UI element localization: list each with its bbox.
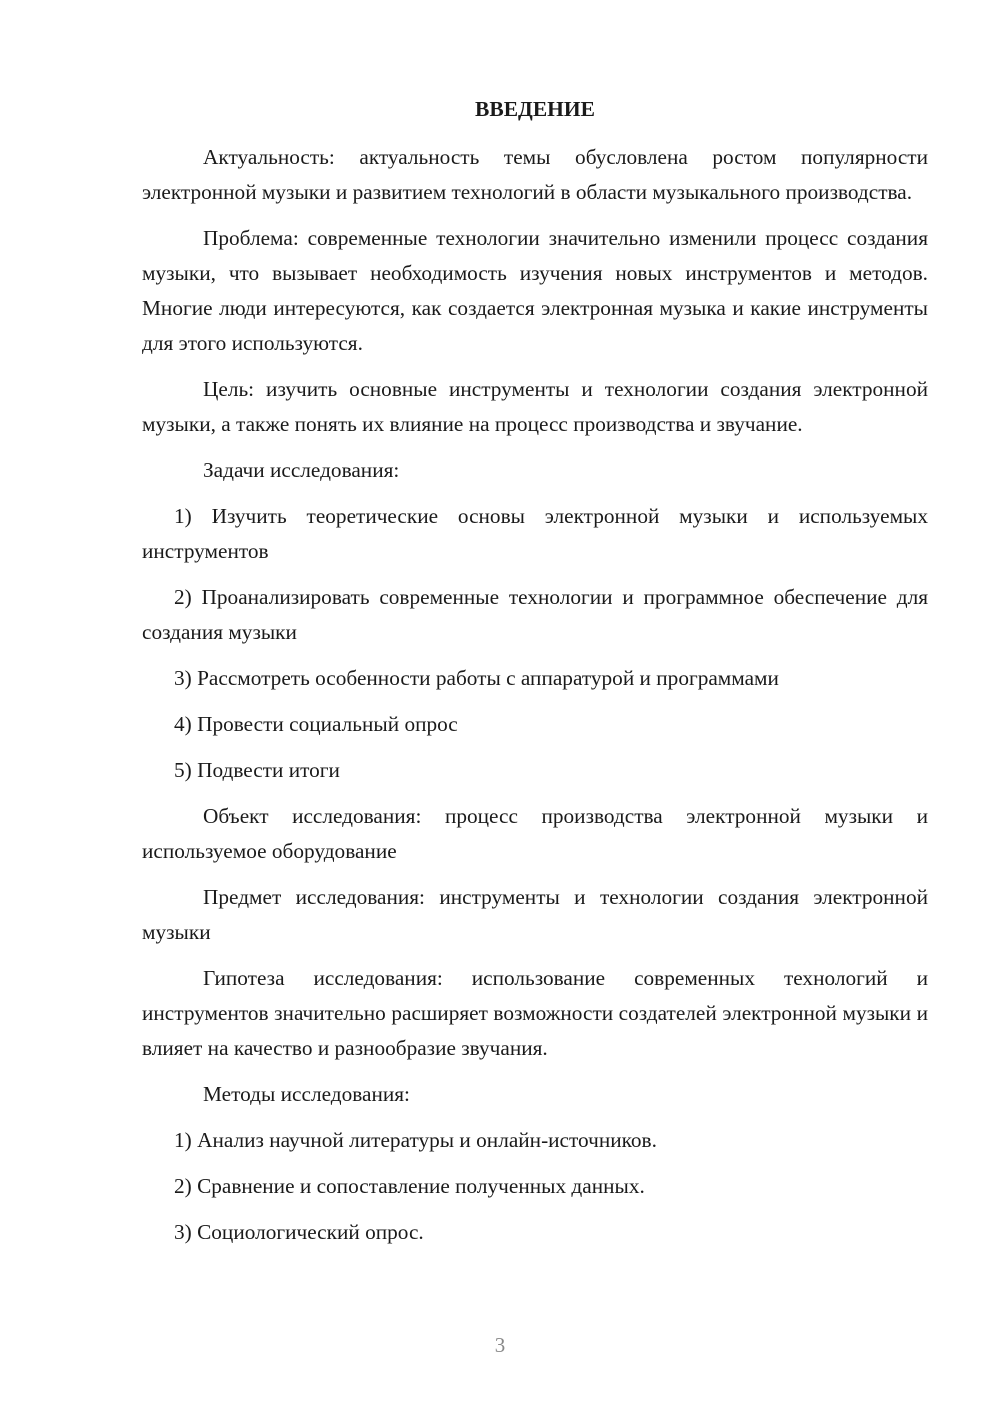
page-title: ВВЕДЕНИЕ [475,97,595,121]
tasks-list [142,499,928,788]
list-item: 1) Анализ научной литературы и онлайн-источников. [174,1128,657,1152]
paragraph-object: Объект исследования: процесс производства электронной музыки и используемое оборудование [142,804,928,863]
list-item: 5) Подвести итоги [174,758,340,782]
list-item: 3) Рассмотреть особенности работы с аппаратурой и программами [174,666,779,690]
paragraph-problem: Проблема: современные технологии значительно изменили процесс создания музыки, что вызывает необходимость изучения новых инструментов и методов. Многие люди интересуются, как создается электронная музыка и какие инструменты для этого используются. [142,226,928,355]
list-item: 3) Социологический опрос. [174,1220,424,1244]
paragraph-goal: Цель: изучить основные инструменты и технологии создания электронной музыки, а также понять их влияние на процесс производства и звучание. [142,377,928,436]
paragraph-relevance: Актуальность: актуальность темы обусловлена ростом популярности электронной музыки и развитием технологий в области музыкального производства. [142,145,928,204]
list-item: 1) Изучить теоретические основы электронной музыки и используемых инструментов [142,504,928,563]
document-page [142,92,928,1261]
methods-list [142,1123,928,1250]
paragraph-tasks-heading: Задачи исследования: [203,458,400,482]
paragraph-methods-heading: Методы исследования: [203,1082,410,1106]
list-item: 2) Сравнение и сопоставление полученных данных. [174,1174,645,1198]
list-item: 2) Проанализировать современные технологии и программное обеспечение для создания музыки [142,585,928,644]
paragraph-subject: Предмет исследования: инструменты и технологии создания электронной музыки [142,885,928,944]
list-item: 4) Провести социальный опрос [174,712,458,736]
page-number: 3 [494,1333,506,1357]
paragraph-hypothesis: Гипотеза исследования: использование современных технологий и инструментов значительно расширяет возможности создателей электронной музыки и влияет на качество и разнообразие звучания. [142,966,928,1060]
